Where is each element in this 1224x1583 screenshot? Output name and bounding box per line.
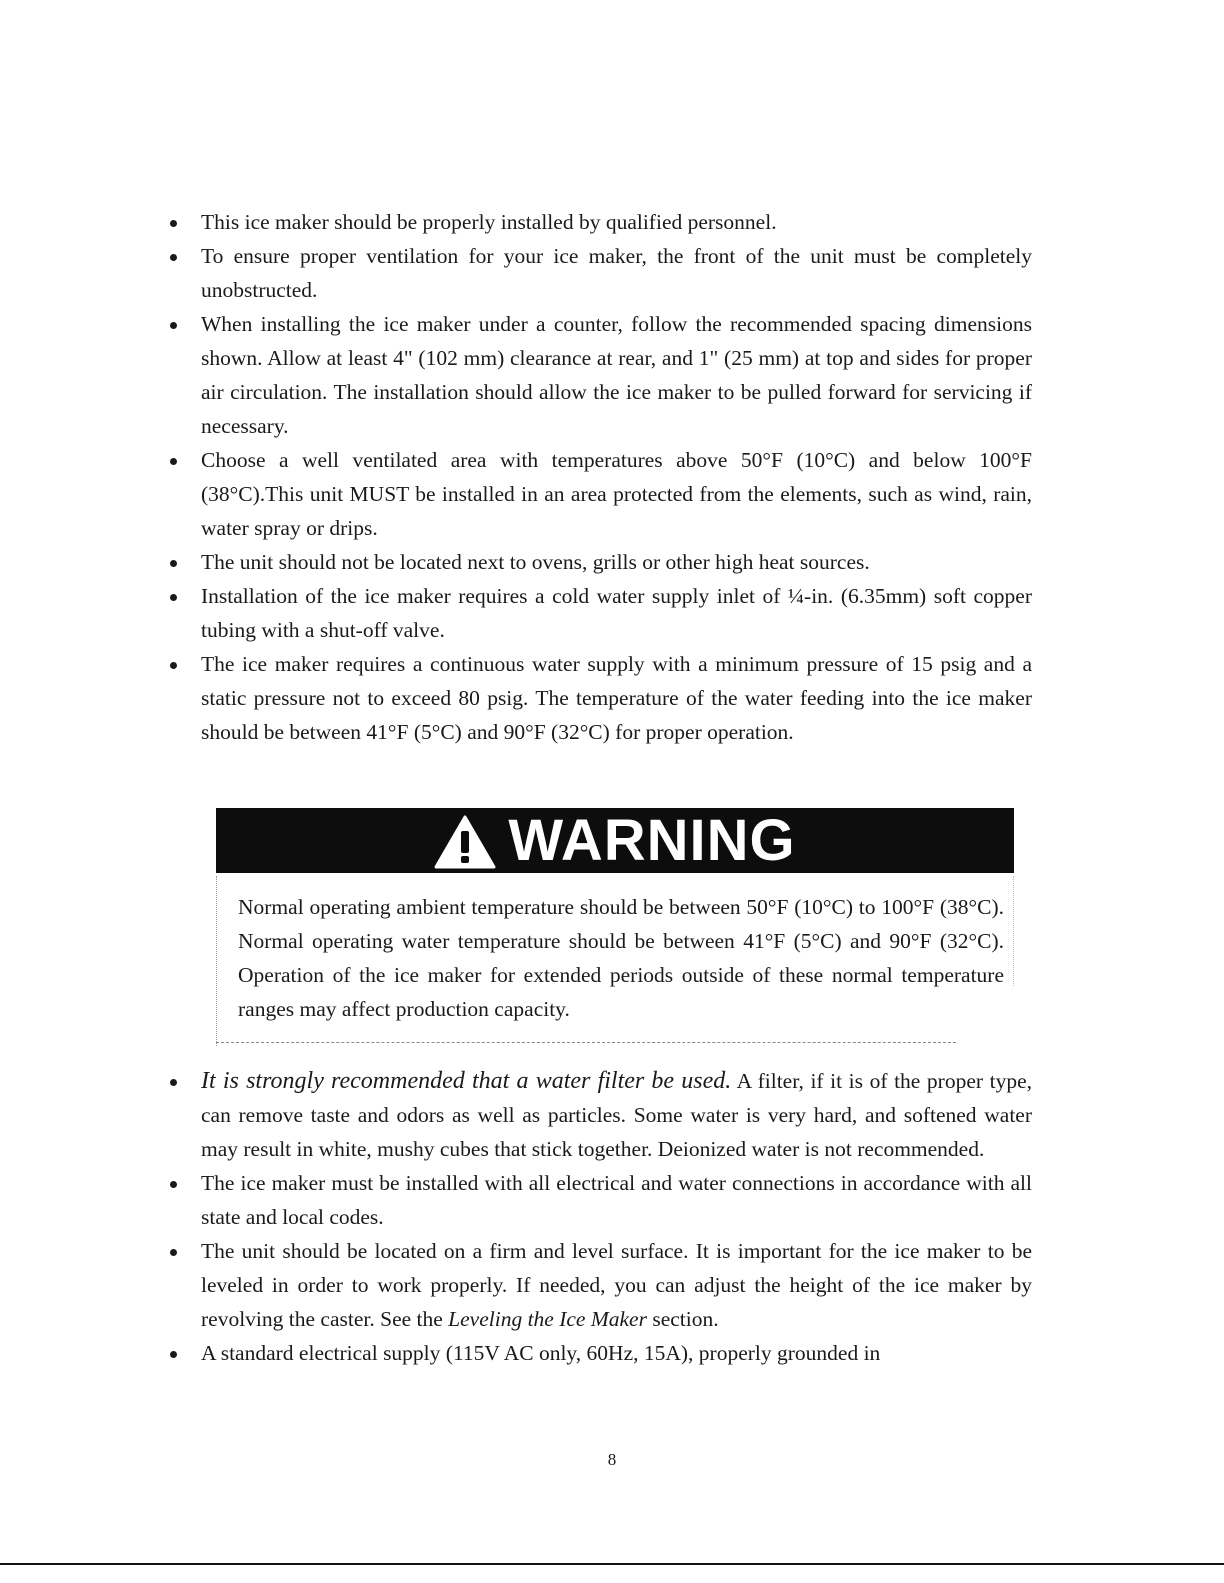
list-item: [0, 443, 1032, 545]
list-item: [0, 239, 1032, 307]
bullet-text: Installation of the ice maker requires a cold water supply inlet of ¼-in. (6.35mm) soft copper tubing with a shut-off valve.: [201, 584, 1032, 642]
warning-border: [1013, 876, 1014, 986]
list-item: [0, 1166, 1032, 1234]
list-item: [0, 1234, 1032, 1336]
warning-triangle-icon: [434, 815, 496, 869]
bullet-icon: [170, 560, 177, 567]
bullet-text: The ice maker must be installed with all electrical and water connections in accordance with all state and local codes.: [201, 1171, 1032, 1229]
bullet-icon: [170, 458, 177, 465]
bullet-text: The ice maker requires a continuous water supply with a minimum pressure of 15 psig and a static pressure not to exceed 80 psig. The temperature of the water feeding into the ice maker should be between 41°F (5°C) and 90°F (32°C) for proper operation.: [201, 652, 1032, 744]
warning-border: [216, 876, 217, 1046]
bullet-text: A standard electrical supply (115V AC only, 60Hz, 15A), properly grounded in: [201, 1341, 881, 1365]
bullet-text: This ice maker should be properly installed by qualified personnel.: [201, 210, 777, 234]
page-number: 8: [607, 1450, 617, 1469]
section-reference: Leveling the Ice Maker: [448, 1307, 647, 1331]
bullet-icon: [170, 220, 177, 227]
warning-border: [216, 1042, 956, 1043]
bullet-icon: [170, 662, 177, 669]
warning-header: [216, 808, 1014, 873]
warning-title: WARNING: [508, 808, 796, 873]
scan-edge-line: [0, 1563, 1224, 1565]
list-item: [0, 545, 1032, 579]
bullet-icon: [170, 254, 177, 261]
bullet-text: The unit should be located on a firm and level surface. It is important for the ice maker to be leveled in order to work properly. If needed, you can adjust the height of the ice maker by revolving the caster. See the: [201, 1239, 1032, 1331]
list-item: [0, 205, 1032, 239]
filter-recommendation: It is strongly recommended that a water filter be used.: [201, 1068, 732, 1094]
warning-box: [216, 808, 1014, 1043]
list-item: [0, 1064, 1032, 1166]
list-item: [0, 307, 1032, 443]
requirements-bullet-list: [0, 1064, 1224, 1370]
bullet-icon: [170, 1079, 177, 1086]
list-item: [0, 579, 1032, 647]
bullet-text: The unit should not be located next to ovens, grills or other high heat sources.: [201, 550, 870, 574]
installation-bullet-list: [0, 205, 1224, 749]
list-item: [0, 1336, 1032, 1370]
bullet-icon: [170, 594, 177, 601]
bullet-text: section.: [646, 1307, 719, 1331]
bullet-text: A filter, if it is of the proper type, can remove taste and odors as well as particles. Some water is very hard, and softened water may result in white, mushy cubes that stick together. Deionized water is not recommended.: [201, 1069, 1032, 1161]
list-item: [0, 647, 1032, 749]
bullet-icon: [170, 1181, 177, 1188]
bullet-icon: [170, 1249, 177, 1256]
bullet-text: Choose a well ventilated area with temperatures above 50°F (10°C) and below 100°F (38°C).This unit MUST be installed in an area protected from the elements, such as wind, rain, water spray or drips.: [201, 448, 1032, 540]
bullet-text: When installing the ice maker under a counter, follow the recommended spacing dimensions shown. Allow at least 4" (102 mm) clearance at rear, and 1" (25 mm) at top and sides for proper air circulation. The installation should allow the ice maker to be pulled forward for servicing if necessary.: [201, 312, 1032, 438]
bullet-text: To ensure proper ventilation for your ice maker, the front of the unit must be completely unobstructed.: [201, 244, 1032, 302]
warning-text: Normal operating ambient temperature should be between 50°F (10°C) to 100°F (38°C). Normal operating water temperature should be between 41°F (5°C) and 90°F (32°C). Operation of the ice maker for extended periods outside of these normal temperature ranges may affect production capacity.: [238, 895, 1004, 1021]
bullet-icon: [170, 1351, 177, 1358]
bullet-icon: [170, 322, 177, 329]
